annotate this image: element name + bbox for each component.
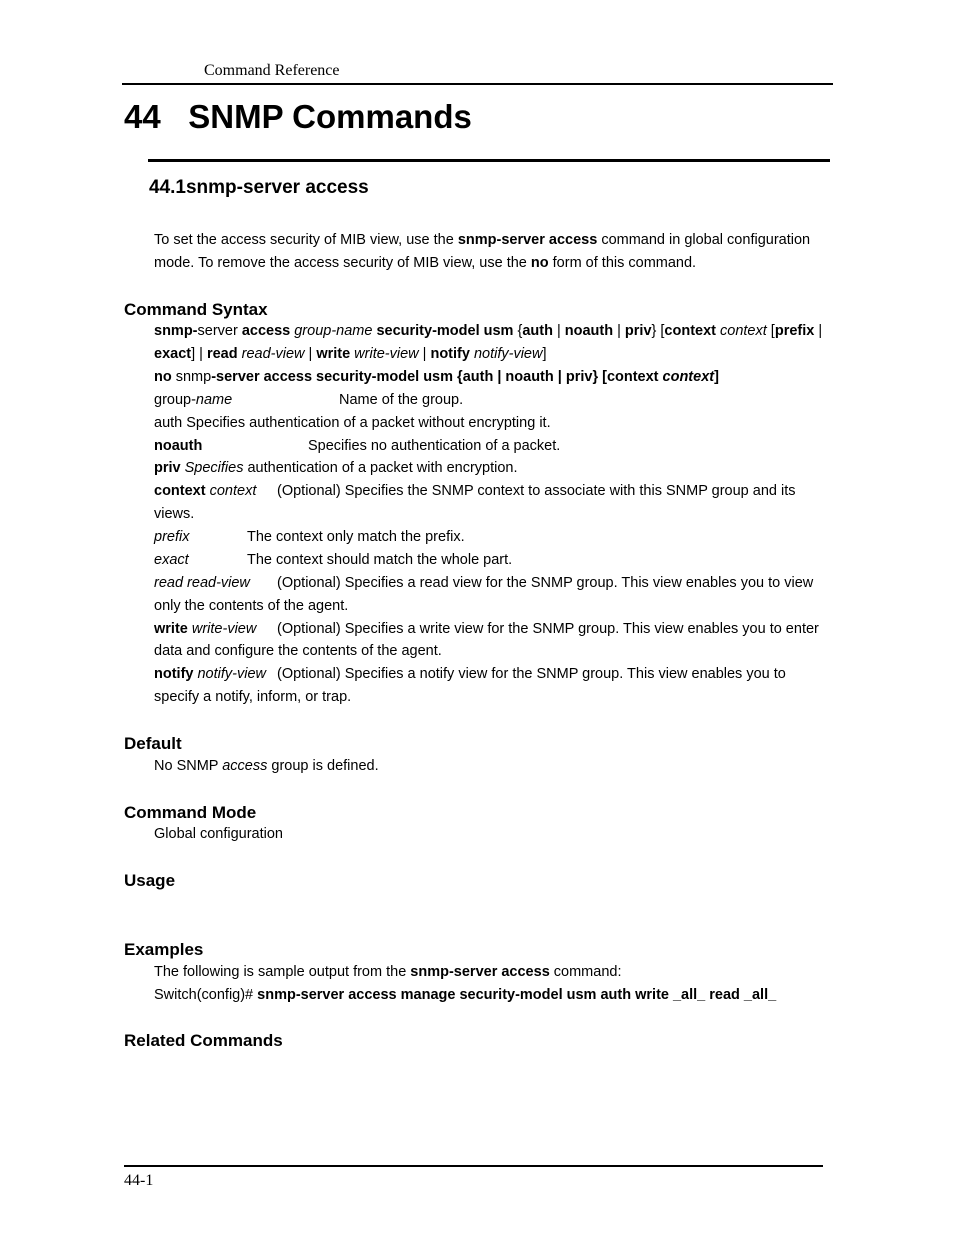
chapter-rule [148,159,830,162]
param-exact-desc: The context should match the whole part. [247,552,513,568]
param-notify-desc-cont: specify a notify, inform, or trap. [154,689,352,705]
mode-text: Global configuration [154,826,283,842]
header-rule [122,83,833,85]
cli-prompt: Switch(config)# [154,987,258,1003]
syntax-line-2: exact] | read read-view | write write-view | notify notify-view] [154,346,547,362]
param-read-desc-cont: only the contents of the agent. [154,598,349,614]
param-noauth: noauth [154,438,203,454]
examples-intro: The following is sample output from the snmp-server access command: [154,964,622,980]
heading-default: Default [124,734,182,753]
intro-command: snmp-server access [457,232,598,248]
param-write-desc: (Optional) Specifies a write view for the SNMP group. This view enables you to enter [277,621,819,637]
intro-text: mode. To remove the access security of MIB view, use the [154,255,531,271]
param-context-desc-cont: views. [154,506,195,522]
section-number: 44.1 [149,177,186,198]
heading-usage: Usage [124,871,176,890]
param-write: write write-view [154,621,257,637]
param-priv: priv Specifies authentication of a packet with encryption. [154,460,518,476]
default-text: No SNMP access group is defined. [154,758,379,774]
page-number: 44-1 [124,1172,154,1189]
chapter-number: 44 [124,98,161,135]
intro-paragraph [154,229,830,275]
param-read-desc: (Optional) Specifies a read view for the SNMP group. This view enables you to view [277,575,814,591]
param-write-desc-cont: data and configure the contents of the agent. [154,643,442,659]
running-header: Command Reference [204,62,340,79]
param-prefix: prefix [154,529,190,545]
param-auth: auth Specifies authentication of a packet without encrypting it. [154,415,551,431]
syntax-line-1: snmp-server access group-name security-model usm {auth | noauth | priv} [context context [prefix | [154,323,823,339]
intro-text: form of this command. [548,255,697,271]
heading-examples: Examples [124,940,204,959]
intro-text: command in global configuration [597,232,811,248]
param-group-desc: Name of the group. [339,392,464,408]
param-notify-desc: (Optional) Specifies a notify view for the SNMP group. This view enables you to [277,666,786,682]
heading-command-syntax: Command Syntax [124,300,268,319]
section-title [149,177,369,199]
heading-command-mode: Command Mode [124,803,257,822]
chapter-name: SNMP Commands [188,98,472,135]
chapter-title [124,98,472,136]
param-group-name: group-name [154,392,233,408]
examples-command-line [154,984,776,1007]
intro-no-keyword: no [530,255,549,271]
cli-command: snmp-server access manage security-model usm auth write _all_ read _all_ [257,987,777,1003]
syntax-line-no-form: no snmp-server access security-model usm {auth | noauth | priv} [context context] [154,369,719,385]
param-noauth-desc: Specifies no authentication of a packet. [308,438,561,454]
param-context-desc: (Optional) Specifies the SNMP context to associate with this SNMP group and its [277,483,796,499]
param-notify: notify notify-view [154,666,266,682]
intro-text: To set the access security of MIB view, use the [154,232,458,248]
param-context: context context [154,483,257,499]
section-name: snmp-server access [185,177,369,198]
heading-related-commands: Related Commands [124,1031,283,1050]
param-prefix-desc: The context only match the prefix. [247,529,465,545]
param-exact: exact [154,552,189,568]
footer-rule [124,1165,823,1167]
param-read: read read-view [154,575,250,591]
